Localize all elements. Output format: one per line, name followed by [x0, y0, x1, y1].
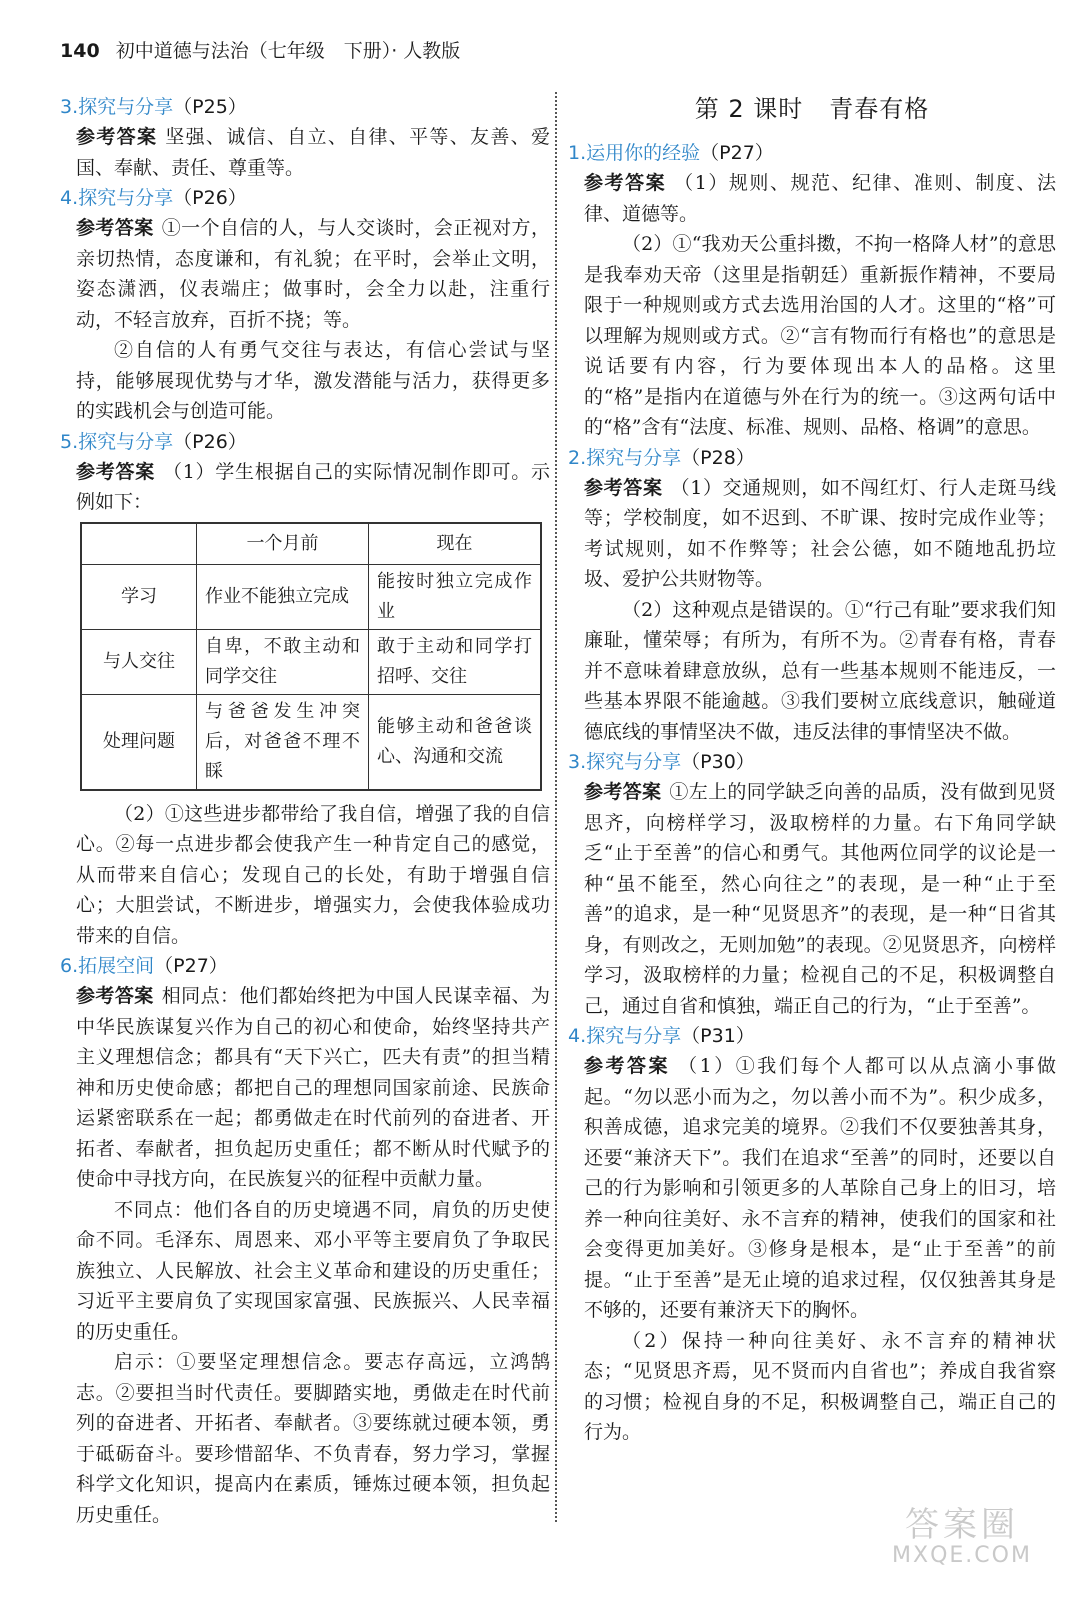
column-divider [555, 92, 557, 1522]
table-row [81, 564, 541, 629]
section-number: 4. [60, 187, 79, 209]
section-heading-right-3 [568, 747, 1056, 777]
section-number: 6. [60, 955, 79, 977]
answer-paragraph: 参考答案 （1）规则、规范、纪律、准则、制度、法律、道德等。 [584, 172, 1056, 225]
table-row-label: 与人交往 [81, 629, 197, 694]
section-title: 拓展空间 [78, 955, 155, 977]
answer-paragraph: （2）这种观点是错误的。①“行己有耻”要求我们知廉耻，懂荣辱；有所为，有所不为。②青春有格，青春并不意味着肆意放纵，总有一些基本规则不能违反，一些基本界限不能逾越。③我们要树立底线意识，触碰道德底线的事情坚决不做，违反法律的事情坚决不做。 [584, 598, 1056, 743]
section-title: 探究与分享 [78, 96, 174, 118]
table-header-row [81, 523, 541, 565]
lesson-name: 青春有格 [829, 95, 930, 123]
section-title: 探究与分享 [78, 187, 174, 209]
table-cell: 作业不能独立完成 [197, 564, 369, 629]
table-header-cell: 现在 [368, 523, 541, 565]
answer-label: 参考答案 [76, 460, 155, 483]
answer-paragraph: 参考答案 ①左上的同学缺乏向善的品质，没有做到见贤思齐，向榜样学习，汲取榜样的力量。右下角同学缺乏“止于至善”的信心和勇气。其他两位同学的议论是一种“虽不能至，然心向往之”的表现，是一种“止于至善”的追求，是一种“见贤思齐”的表现，是一种“日省其身，有则改之，无则加勉”的表现。②见贤思齐，向榜样学习，汲取榜样的力量；检视自己的不足，积极调整自己，通过自省和慎独，端正自己的行为，“止于至善”。 [584, 781, 1056, 1017]
page-number: 140 [60, 40, 100, 62]
section-number: 3. [568, 751, 587, 773]
answer-paragraph: 启示：①要坚定理想信念。要志存高远，立鸿鹄志。②要担当时代责任。要脚踏实地，勇做走在时代前列的奋进者、开拓者、奉献者。③要练就过硬本领，勇于砥砺奋斗。要珍惜韶华、不负青春，努力学习，掌握科学文化知识，提高内在素质，锤炼过硬本领，担负起历史重任。 [76, 1351, 550, 1526]
table-cell: 自卑，不敢主动和同学交往 [197, 629, 369, 694]
section-title: 探究与分享 [586, 1025, 682, 1047]
section-page-ref: （P27） [154, 955, 228, 977]
lesson-number: 第 2 课时 [694, 95, 804, 123]
answer-label: 参考答案 [76, 985, 154, 1007]
answer-paragraph: 参考答案 ①一个自信的人，与人交谈时，会正视对方，亲切热情，态度谦和，有礼貌；在平时，会举止文明，姿态潇洒，仪表端庄；做事时，会全力以赴，注重行动，不轻言放弃，百折不挠；等。 [76, 217, 550, 331]
section-heading-left-5 [60, 427, 550, 457]
section-page-ref: （P30） [681, 751, 755, 773]
progress-comparison-table [80, 522, 542, 791]
answer-paragraph: （2）①“我劝天公重抖擞，不拘一格降人材”的意思是我奉劝天帝（这里是指朝廷）重新振作精神，不要局限于一种规则或方式去选用治国的人才。这里的“格”可以理解为规则或方式。②“言有物而行有格也”的意思是说话要有内容，行为要体现出本人的品格。这里的“格”是指内在道德与外在行为的统一。③这两句话中的“格”含有“法度、标准、规则、品格、格调”的意思。 [584, 233, 1056, 438]
table-cell: 与爸爸发生冲突后，对爸爸不理不睬 [197, 694, 369, 790]
answer-paragraph: 参考答案 坚强、诚信、自立、自律、平等、友善、爱国、奉献、责任、尊重等。 [76, 126, 550, 179]
table-row [81, 694, 541, 790]
answer-label: 参考答案 [584, 1055, 671, 1077]
page-header [60, 36, 960, 68]
table-cell: 能够主动和爸爸谈心、沟通和交流 [368, 694, 541, 790]
section-page-ref: （P26） [173, 430, 247, 453]
section-number: 1. [568, 142, 587, 164]
section-heading-left-4 [60, 183, 550, 213]
table-row [81, 629, 541, 694]
book-title: 初中道德与法治（七年级 下册）· 人教版 [115, 40, 461, 62]
section-title: 探究与分享 [586, 751, 682, 773]
table-row-label: 学习 [81, 564, 197, 629]
answer-paragraph: 参考答案 （1）学生根据自己的实际情况制作即可。示例如下： [76, 460, 550, 513]
section-number: 3. [60, 96, 79, 118]
section-title: 探究与分享 [78, 430, 174, 453]
table-row-label: 处理问题 [81, 694, 197, 790]
answer-label: 参考答案 [584, 172, 667, 194]
answer-paragraph: ②自信的人有勇气交往与表达，有信心尝试与坚持，能够展现优势与才华，激发潜能与活力，获得更多的实践机会与创造可能。 [76, 339, 550, 422]
section-page-ref: （P28） [681, 446, 755, 469]
answer-label: 参考答案 [584, 476, 663, 499]
lesson-title [568, 92, 1056, 126]
answer-label: 参考答案 [76, 126, 158, 148]
section-heading-left-3 [60, 92, 550, 122]
section-page-ref: （P25） [173, 96, 247, 118]
section-heading-left-6 [60, 951, 550, 981]
watermark-url: MXQE.COM [892, 1543, 1032, 1568]
section-heading-right-2 [568, 443, 1056, 473]
table-cell: 敢于主动和同学打招呼、交往 [368, 629, 541, 694]
section-number: 5. [60, 430, 79, 453]
section-number: 4. [568, 1025, 587, 1047]
watermark-text: 答案圈 [905, 1505, 1019, 1545]
answer-label: 参考答案 [76, 217, 154, 239]
section-page-ref: （P26） [173, 187, 247, 209]
left-column [60, 92, 550, 1530]
section-heading-right-1 [568, 138, 1056, 168]
table-header-cell: 一个月前 [197, 523, 369, 565]
table-cell: 能按时独立完成作业 [368, 564, 541, 629]
section-page-ref: （P27） [700, 142, 774, 164]
answer-label: 参考答案 [584, 781, 662, 803]
table-header-cell [81, 523, 197, 565]
answer-paragraph: （2）①这些进步都带给了我自信，增强了我的自信心。②每一点进步都会使我产生一种肯定自己的感觉，从而带来自信心；发现自己的长处，有助于增强自信心；大胆尝试，不断进步，增强实力，会使我体验成功带来的自信。 [76, 802, 550, 947]
answer-paragraph: 不同点：他们各自的历史境遇不同，肩负的历史使命不同。毛泽东、周恩来、邓小平等主要肩负了争取民族独立、人民解放、社会主义革命和建设的历史重任；习近平主要肩负了实现国家富强、民族振兴、人民幸福的历史重任。 [76, 1198, 550, 1343]
section-title: 探究与分享 [586, 446, 682, 469]
answer-paragraph: 参考答案 （1）交通规则，如不闯红灯、行人走斑马线等；学校制度，如不迟到、不旷课、按时完成作业等；考试规则，如不作弊等；社会公德，如不随地乱扔垃圾、爱护公共财物等。 [584, 476, 1056, 590]
section-title: 运用你的经验 [586, 142, 701, 164]
section-page-ref: （P31） [681, 1025, 755, 1047]
section-heading-right-4 [568, 1021, 1056, 1051]
answer-paragraph: 参考答案 （1）①我们每个人都可以从点滴小事做起。“勿以恶小而为之，勿以善小而不为”。积少成多，积善成德，追求完美的境界。②我们不仅要独善其身，还要“兼济天下”。我们在追求“至善”的同时，还要以自己的行为影响和引领更多的人革除自己身上的旧习，培养一种向往美好、永不言弃的精神，使我们的国家和社会变得更加美好。③修身是根本，是“止于至善”的前提。“止于至善”是无止境的追求过程，仅仅独善其身是不够的，还要有兼济天下的胸怀。 [584, 1055, 1056, 1321]
section-number: 2. [568, 446, 587, 469]
right-column [568, 92, 1056, 1448]
answer-paragraph: （2）保持一种向往美好、永不言弃的精神状态；“见贤思齐焉，见不贤而内自省也”；养成自我省察的习惯；检视自身的不足，积极调整自己，端正自己的行为。 [584, 1329, 1056, 1443]
watermark-logo [872, 1506, 1052, 1570]
answer-paragraph: 参考答案 相同点：他们都始终把为中国人民谋幸福、为中华民族谋复兴作为自己的初心和使命，始终坚持共产主义理想信念；都具有“天下兴亡，匹夫有责”的担当精神和历史使命感；都把自己的理想同国家前途、民族命运紧密联系在一起；都勇做走在时代前列的奋进者、开拓者、奉献者，担负起历史重任；都不断从时代赋予的使命中寻找方向，在民族复兴的征程中贡献力量。 [76, 985, 550, 1190]
